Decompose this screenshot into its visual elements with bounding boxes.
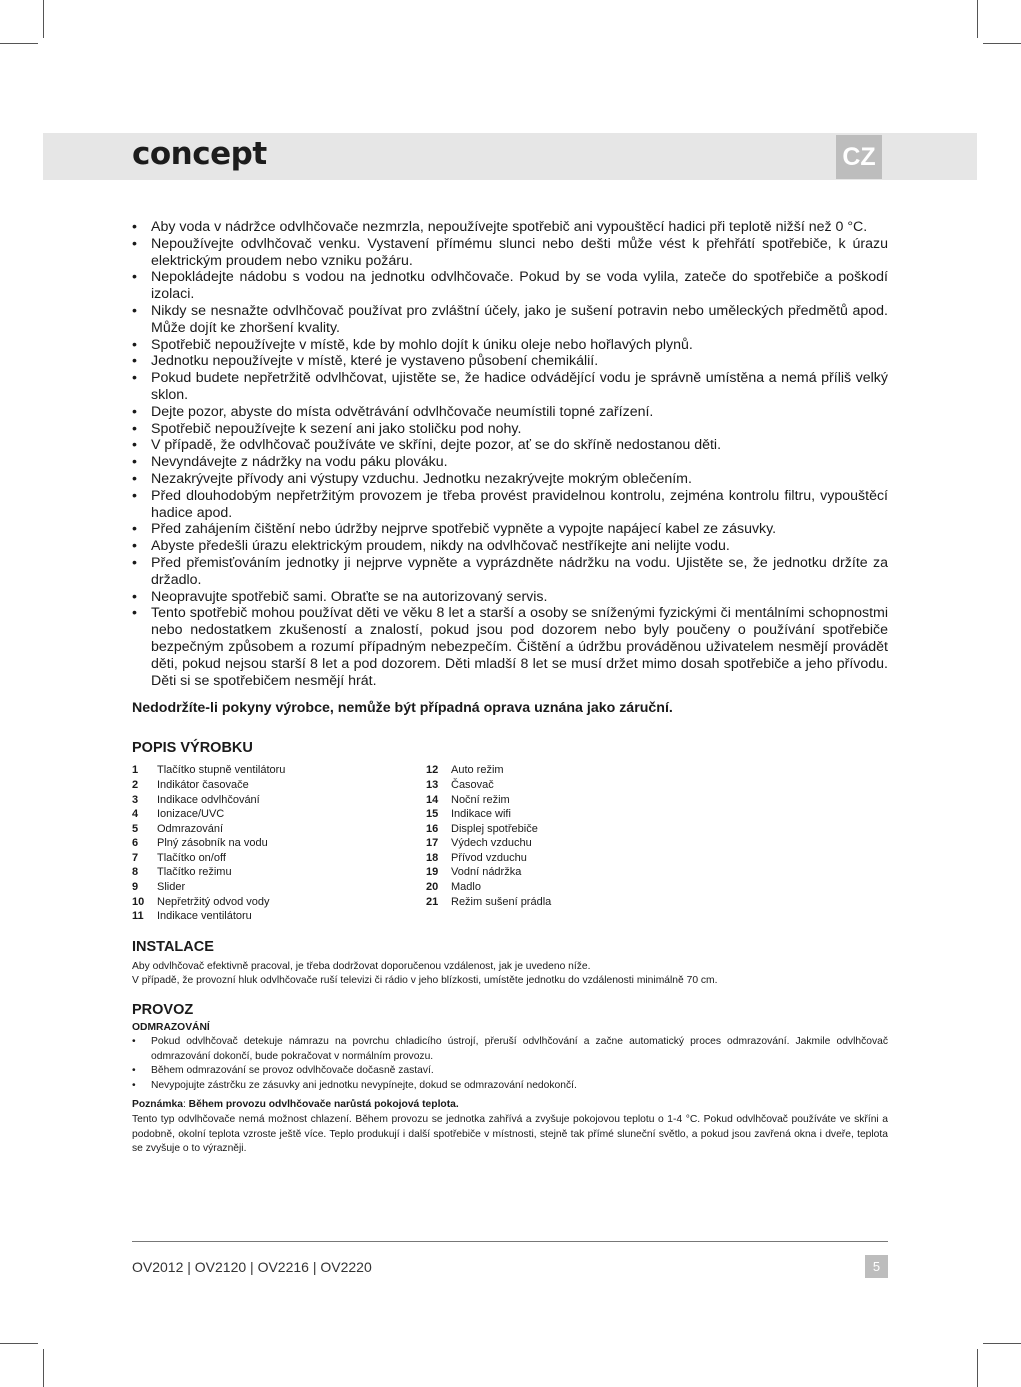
list-item-text: Tento spotřebič mohou používat děti ve věku 8 let a starší a osoby se sníženými fyzickými či mentálními schopnostmi nebo nedostatkem zkušeností a znalostí, pokud jsou pod dozorem nebo byly poučeny o používání spotřebiče bezpečným způsobem a rozumí případným nebezpečím. Čištění a údržbu prováděnou uživatelem nesmějí provádět děti, pokud nejsou starší 8 let a pod dozorem. Děti mladší 8 let se musí držet mimo dosah spotřebiče a jeho přívodu. Děti si se spotřebičem nesmějí hrát. (151, 605, 888, 689)
bullet-icon: • (132, 1036, 136, 1048)
part-label: Noční režim (451, 793, 510, 806)
part-item (132, 865, 426, 880)
part-item (426, 880, 720, 895)
part-item (132, 851, 426, 866)
part-label: Indikace odvlhčování (157, 793, 260, 806)
list-item-text: Před dlouhodobým nepřetržitým provozem je třeba provést pravidelnou kontrolu, zejména kontrolu filtru, vypouštěcí hadice apod. (151, 487, 888, 521)
crop-mark (0, 1343, 38, 1344)
list-item-text: Během odmrazování se provoz odvlhčovače dočasně zastaví. (151, 1065, 434, 1077)
footer-divider (132, 1241, 888, 1242)
bullet-icon: • (132, 235, 137, 252)
part-item (426, 822, 720, 837)
part-number: 15 (426, 808, 439, 821)
bullet-icon: • (132, 554, 137, 571)
note-body: Tento typ odvlhčovače nemá možnost chlazení. Během provozu se jednotka zahřívá a zvyšuje pokojovou teplotu o 1-4 °C. Pokud odvlhčovač používáte ve skříni a podobně, okolní teplota vzroste ještě více. Teplo produkují i další spotřebiče v místnosti, stejně tak přímé sluneční světlo, a pokud jsou zavřená okna i dveře, teplota se zvyšuje o to výrazněji. (132, 1114, 888, 1155)
list-item-text: Před zahájením čištění nebo údržby nejprve spotřebič vypněte a vypojte napájecí kabel ze zásuvky. (151, 521, 777, 538)
list-item-text: Abyste předešli úrazu elektrickým proudem, nikdy na odvlhčovač nestříkejte ani nelijte vodu. (151, 538, 730, 555)
list-item-text: Spotřebič nepoužívejte v místě, kde by mohlo dojít k úniku oleje nebo hořlavých plynů. (151, 336, 693, 353)
bullet-icon: • (132, 437, 137, 454)
list-item-text: Nevypojujte zástrčku ze zásuvky ani jednotku nevypínejte, dokud se odmrazování nedokončí. (151, 1079, 577, 1091)
crop-mark (0, 43, 38, 44)
bullet-icon: • (132, 1079, 136, 1091)
bullet-icon: • (132, 487, 137, 504)
section-title-popis: POPIS VÝROBKU (132, 740, 253, 757)
part-label: Výdech vzduchu (451, 837, 532, 850)
list-item-text: Neopravujte spotřebič sami. Obraťte se na autorizovaný servis. (151, 588, 548, 605)
bullet-icon: • (132, 588, 137, 605)
part-item (132, 880, 426, 895)
part-item (426, 836, 720, 851)
bullet-icon: • (132, 521, 137, 538)
list-item (132, 454, 888, 471)
crop-mark (983, 1343, 1021, 1344)
list-item-text: Jednotku nepoužívejte v místě, které je vystaveno působení chemikálií. (151, 353, 599, 370)
part-label: Ionizace/UVC (157, 808, 225, 821)
part-item (132, 909, 426, 924)
parts-column-right (426, 763, 720, 924)
bullet-icon: • (132, 302, 137, 319)
list-item-text: Nepoužívejte odvlhčovač venku. Vystavení přímému slunci nebo dešti může vést k přehřátí spotřebiče, k úrazu elektrickým proudem nebo vzniku požáru. (151, 235, 888, 269)
part-number: 5 (132, 822, 139, 835)
list-item-text: Spotřebič nepoužívejte k sezení ani jako stoličku pod nohy. (151, 420, 522, 437)
list-item-text: Před přemisťováním jednotky ji nejprve vypněte a vyprázdněte nádržku na vodu. Ujistěte se, že jednotku držíte za držadlo. (151, 554, 888, 588)
safety-list (132, 219, 888, 689)
crop-mark (977, 0, 978, 38)
brand-logo: concept (132, 136, 267, 172)
list-item-text: Pokud budete nepřetržitě odvlhčovat, ujistěte se, že hadice odvádějící vodu je správně umístěna a nemá příliš velký sklon. (151, 370, 888, 403)
part-label: Časovač (451, 778, 494, 791)
part-label: Tlačítko režimu (157, 866, 232, 879)
part-label: Odmrazování (157, 822, 224, 835)
part-number: 6 (132, 837, 139, 850)
part-label: Tlačítko stupně ventilátoru (157, 764, 286, 777)
bullet-icon: • (132, 470, 137, 487)
part-label: Nepřetržitý odvod vody (157, 895, 270, 908)
part-label: Auto režim (451, 764, 504, 777)
list-item-text: Nikdy se nesnažte odvlhčovač používat pro zvláštní účely, jako je sušení potravin nebo uměleckých předmětů apod. Může dojít ke zhoršení kvality. (151, 302, 888, 336)
bullet-icon: • (132, 353, 137, 370)
list-item (132, 421, 888, 438)
part-label: Indikátor časovače (157, 778, 249, 791)
part-number: 14 (426, 793, 439, 806)
part-item (426, 793, 720, 808)
note (132, 1098, 888, 1113)
section-title-instalace: INSTALACE (132, 938, 214, 955)
bullet-icon: • (132, 370, 137, 387)
part-number: 11 (132, 910, 144, 923)
page-content (132, 219, 888, 1157)
part-number: 8 (132, 866, 139, 879)
list-item-text: Nepokládejte nádobu s vodou na jednotku odvlhčovače. Pokud by se voda vylila, zateče do spotřebiče a poškodí izolaci. (151, 269, 888, 303)
bullet-icon: • (132, 420, 137, 437)
part-item (426, 851, 720, 866)
section-title-provoz: PROVOZ (132, 1002, 194, 1019)
list-item-text: Pokud odvlhčovač detekuje námrazu na povrchu chladicího ústrojí, přeruší odvlhčování a začne automatický proces odmrazování. Jakmile odvlhčovač odmrazování dokončí, bude pokračovat v normálním provozu. (151, 1036, 888, 1062)
list-item (132, 605, 888, 689)
part-item (132, 822, 426, 837)
part-number: 12 (426, 764, 439, 777)
part-item (132, 836, 426, 851)
list-item-text: V případě, že odvlhčovač používáte ve skříni, dejte pozor, ať se do skříně nedostanou děti. (151, 437, 722, 454)
instalace-line: V případě, že provozní hluk odvlhčovače ruší televizi či rádio v jeho blízkosti, umístěte jednotku do vzdálenosti minimálně 70 cm. (132, 975, 718, 987)
list-item (132, 521, 888, 538)
instalace-body (132, 960, 888, 989)
list-item (132, 437, 888, 454)
list-item (132, 1035, 888, 1064)
part-number: 4 (132, 808, 139, 821)
list-item (132, 236, 888, 270)
part-label: Režim sušení prádla (451, 895, 552, 908)
bullet-icon: • (132, 403, 137, 420)
list-item (132, 589, 888, 606)
warranty-warning: Nedodržíte-li pokyny výrobce, nemůže být případná oprava uznána jako záruční. (132, 700, 673, 717)
part-label: Tlačítko on/off (157, 851, 226, 864)
part-label: Přívod vzduchu (451, 851, 527, 864)
part-item (426, 763, 720, 778)
list-item-text: Dejte pozor, abyste do místa odvětrávání odvlhčovače neumístili topné zařízení. (151, 403, 654, 420)
list-item (132, 219, 888, 236)
part-item (426, 807, 720, 822)
list-item (132, 471, 888, 488)
footer-model-numbers: OV2012 | OV2120 | OV2216 | OV2220 (132, 1259, 372, 1275)
note-label: Poznámka (132, 1099, 183, 1111)
list-item-text: Nevyndávejte z nádržky na vodu páku plováku. (151, 454, 448, 471)
part-label: Madlo (451, 881, 481, 894)
list-item (132, 1079, 888, 1094)
crop-mark (43, 0, 44, 38)
crop-mark (977, 1349, 978, 1387)
note-headline: Během provozu odvlhčovače narůstá pokojová teplota. (188, 1099, 459, 1111)
page-number: 5 (865, 1255, 888, 1278)
part-item (426, 865, 720, 880)
list-item-text: Aby voda v nádržce odvlhčovače nezmrzla, nepoužívejte spotřebič ani vypouštěcí hadici při teplotě nižší než 0 °C. (151, 219, 868, 235)
part-label: Indikace wifi (451, 808, 511, 821)
bullet-icon: • (132, 454, 137, 471)
list-item (132, 303, 888, 337)
part-number: 13 (426, 778, 439, 791)
part-number: 17 (426, 837, 439, 850)
bullet-icon: • (132, 219, 137, 235)
parts-column-left (132, 763, 426, 924)
list-item (132, 269, 888, 303)
bullet-icon: • (132, 269, 137, 286)
part-number: 1 (132, 764, 139, 777)
part-number: 19 (426, 866, 439, 879)
part-label: Slider (157, 881, 186, 894)
list-item (132, 337, 888, 354)
part-item (132, 895, 426, 910)
part-number: 21 (426, 895, 439, 908)
part-label: Displej spotřebiče (451, 822, 538, 835)
subsection-title-odmrazovani: ODMRAZOVÁNÍ (132, 1022, 210, 1034)
crop-mark (983, 43, 1021, 44)
list-item (132, 555, 888, 589)
list-item (132, 538, 888, 555)
part-number: 20 (426, 881, 439, 894)
part-item (426, 895, 720, 910)
part-label: Indikace ventilátoru (157, 910, 252, 923)
part-label: Vodní nádržka (451, 866, 522, 879)
part-item (132, 793, 426, 808)
list-item (132, 404, 888, 421)
list-item (132, 353, 888, 370)
crop-mark (43, 1349, 44, 1387)
list-item (132, 370, 888, 404)
part-number: 9 (132, 881, 139, 894)
part-number: 18 (426, 851, 439, 864)
part-item (426, 778, 720, 793)
language-badge: CZ (836, 135, 882, 179)
list-item-text: Nezakrývejte přívody ani výstupy vzduchu. Jednotku nezakrývejte mokrým oblečením. (151, 470, 692, 487)
note-separator: : (182, 1099, 189, 1111)
part-item (132, 763, 426, 778)
list-item (132, 488, 888, 522)
part-number: 2 (132, 778, 139, 791)
defrost-list (132, 1035, 888, 1093)
part-number: 10 (132, 895, 145, 908)
part-item (132, 778, 426, 793)
part-number: 7 (132, 851, 139, 864)
instalace-line: Aby odvlhčovač efektivně pracoval, je třeba dodržovat doporučenou vzdálenost, jak je uvedeno níže. (132, 960, 591, 972)
bullet-icon: • (132, 605, 137, 622)
bullet-icon: • (132, 336, 137, 353)
part-label: Plný zásobník na vodu (157, 837, 268, 850)
bullet-icon: • (132, 538, 137, 555)
part-item (132, 807, 426, 822)
parts-list (132, 763, 888, 924)
bullet-icon: • (132, 1065, 136, 1077)
part-number: 3 (132, 793, 139, 806)
part-number: 16 (426, 822, 439, 835)
list-item (132, 1064, 888, 1079)
